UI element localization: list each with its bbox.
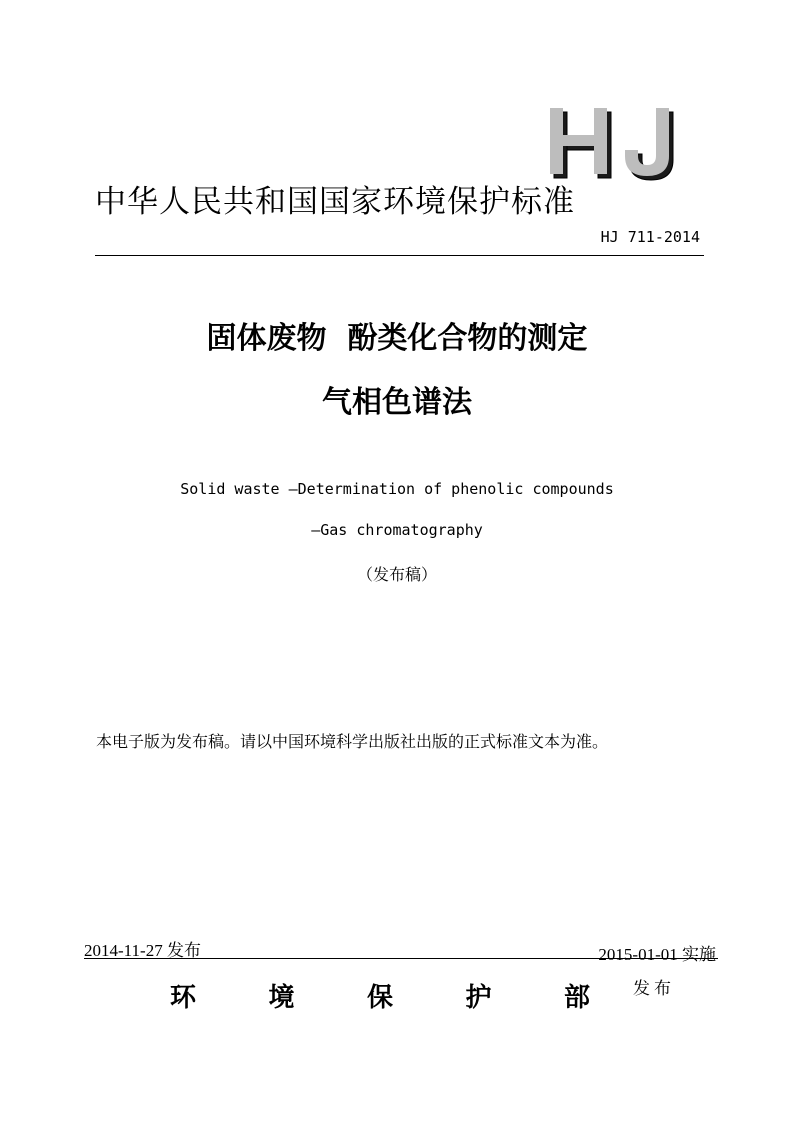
agency-name: 中华人民共和国国家环境保护标准 <box>95 184 575 220</box>
publish-label: 发布 <box>633 979 675 999</box>
header-divider <box>95 255 704 256</box>
document-title-line2: 气相色谱法 <box>322 385 472 420</box>
ministry-char: 环 <box>170 983 197 1013</box>
draft-label: （发布稿） <box>356 565 437 584</box>
issuing-ministry <box>170 977 590 1014</box>
implementation-date: 2015-01-01 实施 <box>598 945 716 964</box>
hj-logo <box>548 106 688 184</box>
issue-date: 2014-11-27 发布 <box>84 941 201 960</box>
english-title-line1: Solid waste —Determination of phenolic compounds <box>180 480 614 498</box>
english-title-line2: —Gas chromatography <box>311 521 483 539</box>
ministry-char: 部 <box>563 983 590 1013</box>
edition-notice: 本电子版为发布稿。请以中国环境科学出版社出版的正式标准文本为准。 <box>96 732 609 751</box>
ministry-char: 境 <box>268 983 295 1013</box>
ministry-char: 保 <box>366 983 393 1013</box>
ministry-char: 护 <box>465 983 492 1013</box>
document-title-line1: 固体废物 酚类化合物的测定 <box>206 321 588 356</box>
standard-number: HJ 711-2014 <box>600 228 700 246</box>
footer-divider <box>84 958 718 959</box>
